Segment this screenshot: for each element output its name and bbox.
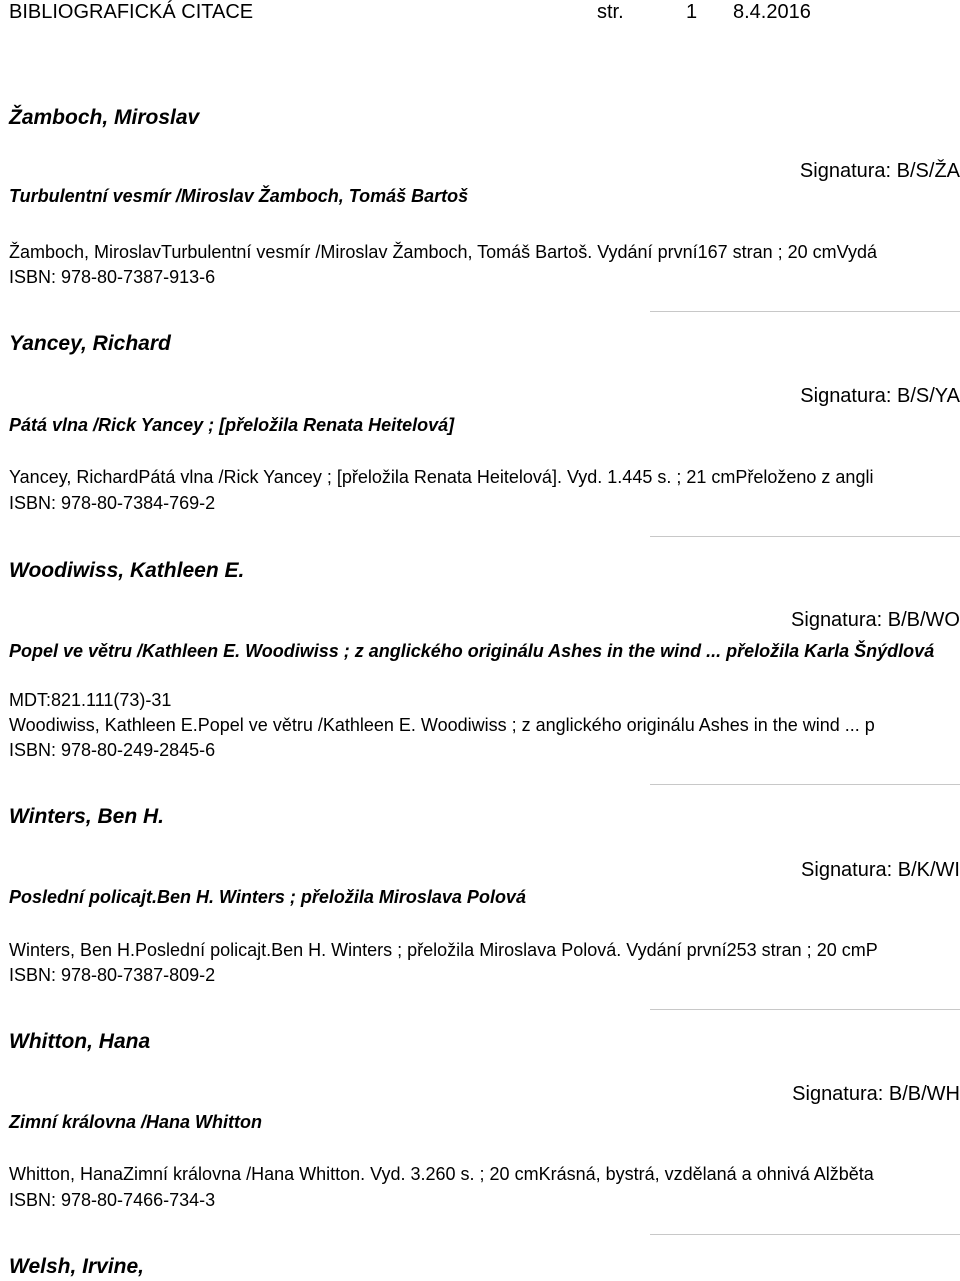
entry-signature: Signatura: B/S/YA — [800, 385, 960, 407]
entry-mdt: MDT:821.111(73)-31 — [9, 690, 172, 710]
entry-citation: Woodiwiss, Kathleen E.Popel ve větru /Kathleen E. Woodiwiss ; z anglického originálu Ashes in the wind ... p — [9, 715, 875, 735]
entry-signature: Signatura: B/K/WI — [801, 859, 960, 881]
entry-author: Whitton, Hana — [9, 1030, 151, 1053]
entry-author: Winters, Ben H. — [9, 805, 164, 828]
entry-author: Yancey, Richard — [9, 332, 171, 355]
entry-citation: Winters, Ben H.Poslední policajt.Ben H. Winters ; přeložila Miroslava Polová. Vydání první253 stran ; 20 cmP — [9, 940, 878, 960]
entry-title: Poslední policajt.Ben H. Winters ; přeložila Miroslava Polová — [9, 887, 526, 907]
entry-title: Popel ve větru /Kathleen E. Woodiwiss ; z anglického originálu Ashes in the wind ... přeložila Karla Šnýdlová — [9, 641, 935, 661]
entry-isbn: ISBN: 978-80-7384-769-2 — [9, 493, 216, 513]
entry-title: Turbulentní vesmír /Miroslav Žamboch, Tomáš Bartoš — [9, 186, 469, 206]
entry-author: Welsh, Irvine, — [9, 1255, 144, 1278]
entry-author: Woodiwiss, Kathleen E. — [9, 559, 245, 582]
entry-divider — [650, 536, 960, 537]
entry-divider — [650, 311, 960, 312]
entry-title: Pátá vlna /Rick Yancey ; [přeložila Renata Heitelová] — [9, 415, 455, 435]
entry-isbn: ISBN: 978-80-7466-734-3 — [9, 1190, 216, 1210]
document-title: BIBLIOGRAFICKÁ CITACE — [9, 1, 254, 23]
page-label: str. — [597, 1, 624, 23]
entry-divider — [650, 784, 960, 785]
print-date: 8.4.2016 — [733, 1, 811, 23]
entry-isbn: ISBN: 978-80-7387-809-2 — [9, 965, 216, 985]
entry-title: Zimní královna /Hana Whitton — [9, 1112, 263, 1132]
entry-author: Žamboch, Miroslav — [9, 106, 200, 129]
entry-citation: Žamboch, MiroslavTurbulentní vesmír /Miroslav Žamboch, Tomáš Bartoš. Vydání první167 stran ; 20 cmVydá — [9, 242, 878, 262]
entry-citation: Yancey, RichardPátá vlna /Rick Yancey ; [přeložila Renata Heitelová]. Vyd. 1.445 s. ; 21 cmPřeloženo z angli — [9, 467, 874, 487]
entry-divider — [650, 1009, 960, 1010]
entry-signature: Signatura: B/S/ŽA — [799, 160, 960, 182]
entry-divider — [650, 1234, 960, 1235]
entry-signature: Signatura: B/B/WH — [792, 1083, 960, 1105]
entry-citation: Whitton, HanaZimní královna /Hana Whitton. Vyd. 3.260 s. ; 20 cmKrásná, bystrá, vzdělaná a ohnivá Alžběta — [9, 1164, 874, 1184]
entry-isbn: ISBN: 978-80-249-2845-6 — [9, 740, 216, 760]
entry-signature: Signatura: B/B/WO — [791, 609, 960, 631]
entry-isbn: ISBN: 978-80-7387-913-6 — [9, 267, 216, 287]
page-number: 1 — [686, 1, 698, 23]
